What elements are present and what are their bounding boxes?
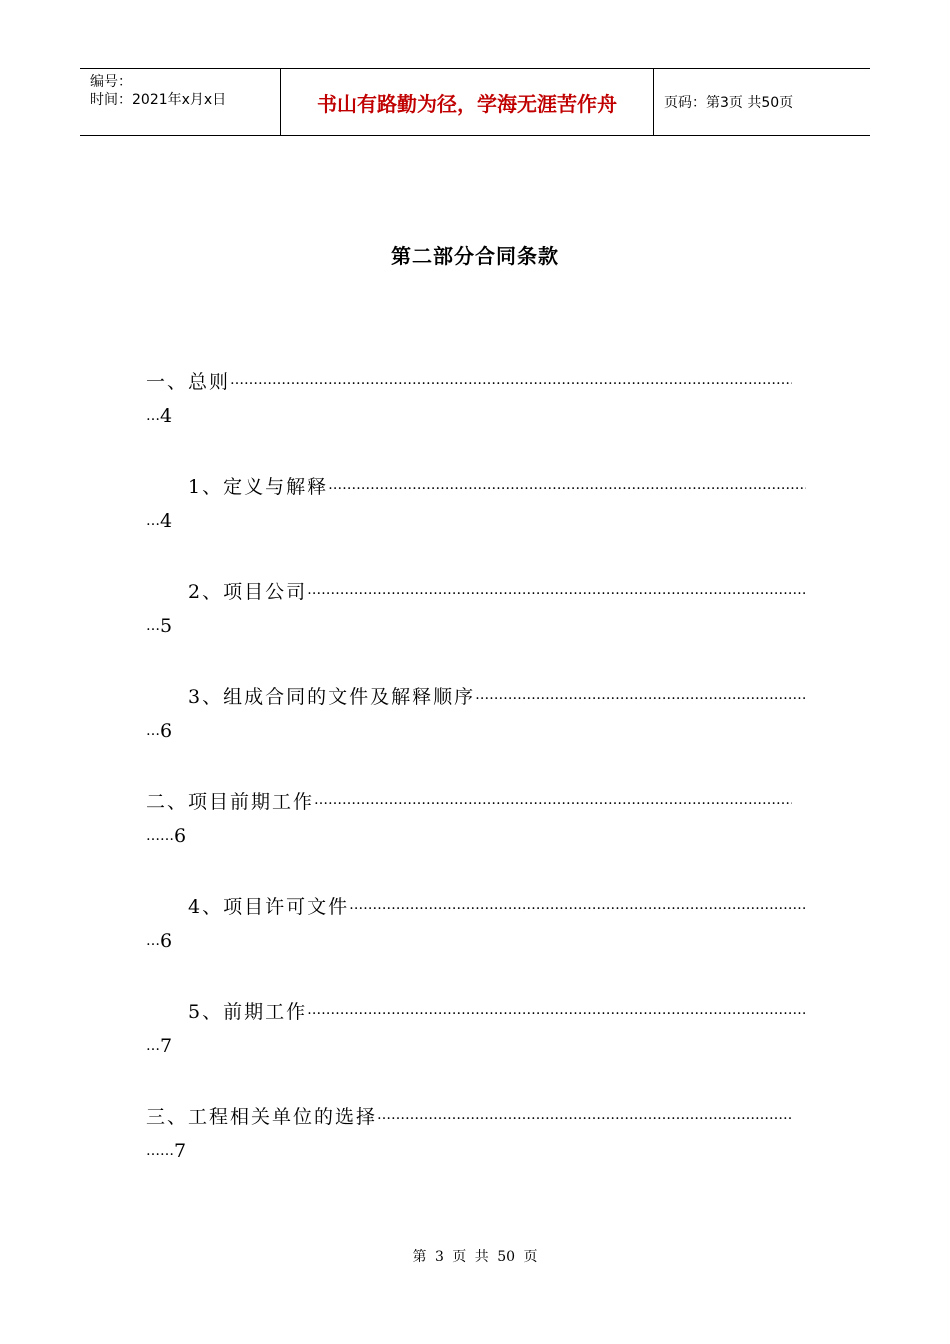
toc-leader xyxy=(475,687,806,703)
toc-leader xyxy=(230,372,792,388)
toc-leader xyxy=(314,792,792,808)
toc-entry-label: 4、项目许可文件 xyxy=(188,895,350,918)
toc-entry[interactable] xyxy=(146,362,806,467)
toc-leader xyxy=(377,1107,792,1123)
header-page-info: 页码：第3页 共50页 xyxy=(664,95,794,111)
toc-page-number: 6 xyxy=(160,930,173,952)
page-header xyxy=(80,68,870,136)
header-motto: 书山有路勤为径，学海无涯苦作舟 xyxy=(281,69,654,135)
document-title: 第二部分合同条款 xyxy=(391,244,559,268)
toc-entry-label: 一、总则 xyxy=(146,370,231,393)
toc-entry-label: 3、组成合同的文件及解释顺序 xyxy=(188,685,476,708)
time-label: 时间：2021年x月x日 xyxy=(90,92,227,108)
toc-leader-tail: …… xyxy=(146,1143,174,1159)
toc-entry[interactable] xyxy=(146,677,806,782)
toc-page-number: 7 xyxy=(160,1035,173,1057)
toc-entry-label: 三、工程相关单位的选择 xyxy=(146,1105,378,1128)
toc-leader xyxy=(349,897,806,913)
toc-leader xyxy=(307,582,806,598)
toc-entry-label: 2、项目公司 xyxy=(188,580,308,603)
toc-page-number: 4 xyxy=(160,405,173,427)
toc-page-number: 6 xyxy=(174,825,187,847)
toc-leader-tail: … xyxy=(146,618,160,634)
toc-entry[interactable] xyxy=(146,992,806,1097)
toc-leader-tail: … xyxy=(146,933,160,949)
toc-leader xyxy=(328,477,806,493)
header-meta xyxy=(80,69,281,135)
toc-page-number: 6 xyxy=(160,720,173,742)
toc-page-number: 4 xyxy=(160,510,173,532)
table-of-contents xyxy=(146,362,806,1202)
toc-leader-tail: …… xyxy=(146,828,174,844)
toc-leader-tail: … xyxy=(146,513,160,529)
toc-entry[interactable] xyxy=(146,467,806,572)
number-label: 编号： xyxy=(90,74,132,90)
toc-entry[interactable] xyxy=(146,887,806,992)
toc-entry[interactable] xyxy=(146,572,806,677)
toc-page-number: 5 xyxy=(160,615,173,637)
toc-leader-tail: … xyxy=(146,723,160,739)
toc-entry-label: 5、前期工作 xyxy=(188,1000,308,1023)
page-footer: 第 3 页 共 50 页 xyxy=(412,1249,538,1265)
toc-leader-tail: … xyxy=(146,1038,160,1054)
toc-leader-tail: … xyxy=(146,408,160,424)
toc-leader xyxy=(307,1002,806,1018)
toc-entry-label: 二、项目前期工作 xyxy=(146,790,315,813)
toc-page-number: 7 xyxy=(174,1140,187,1162)
toc-entry-label: 1、定义与解释 xyxy=(188,475,329,498)
toc-entry[interactable] xyxy=(146,782,806,887)
toc-entry[interactable] xyxy=(146,1097,806,1202)
